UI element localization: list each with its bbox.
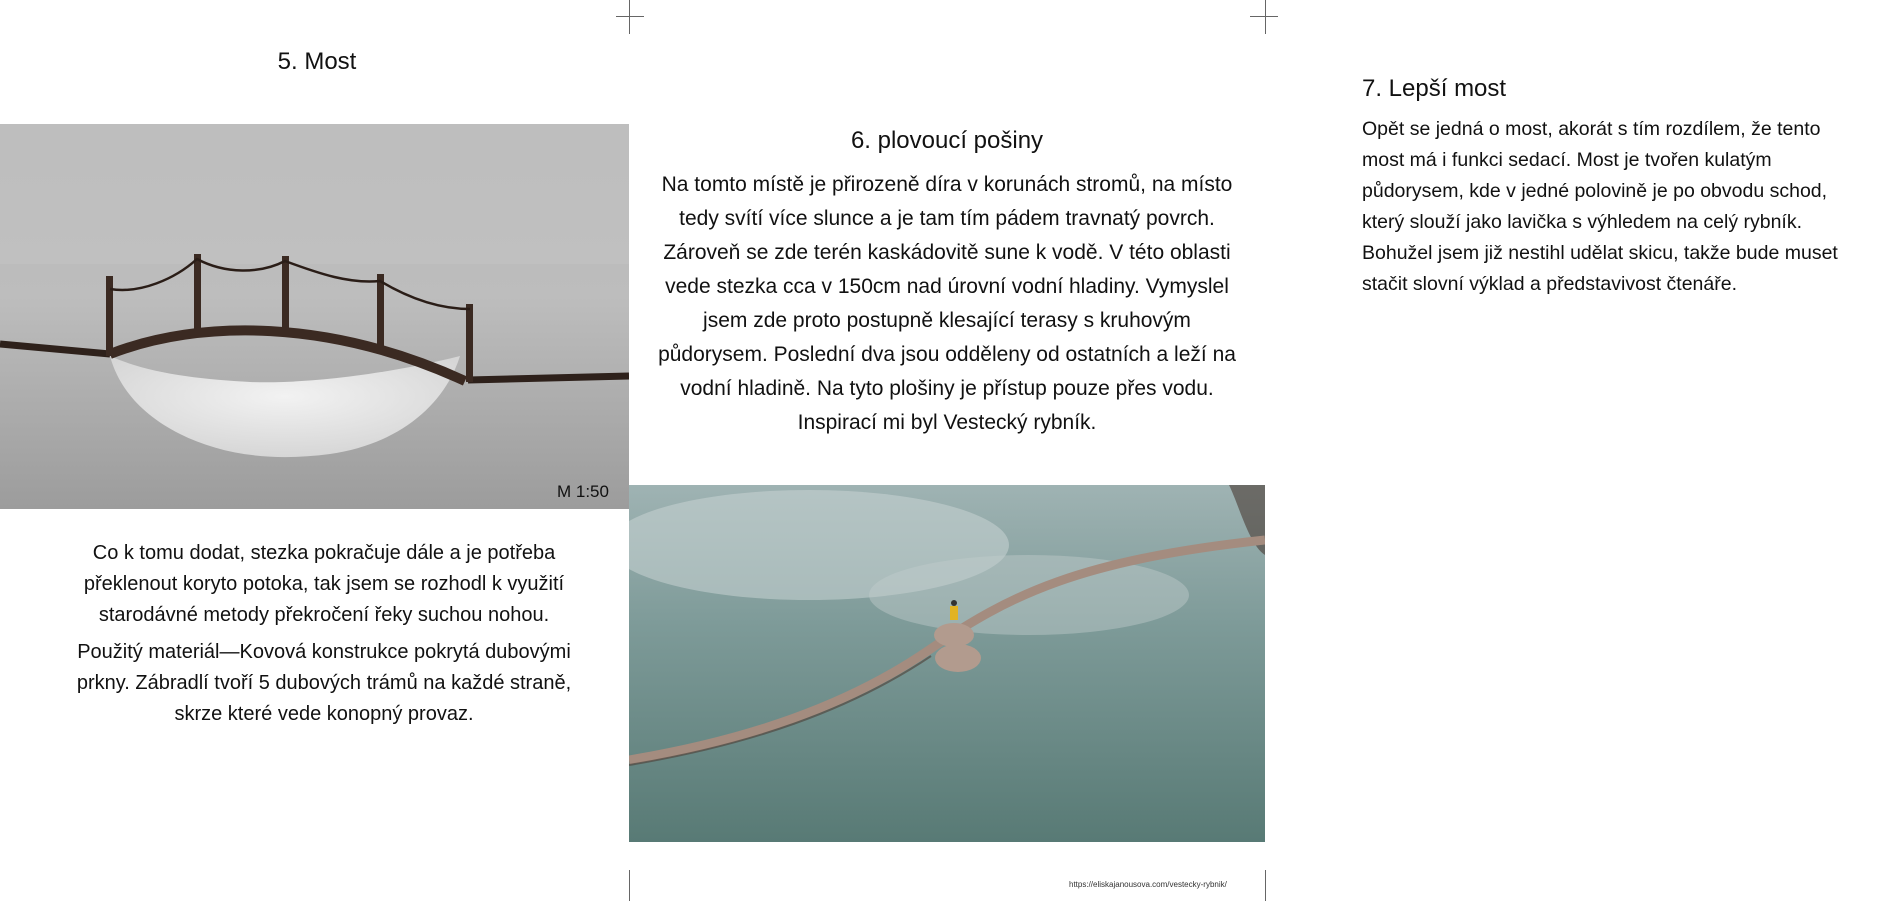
section-floating-platforms [629,0,1265,901]
section-title: 7. Lepší most [1362,75,1507,102]
section-most [0,0,629,901]
section-body [74,538,574,736]
source-url: https://eliskajanousova.com/vestecky-rybnik/ [1069,880,1227,889]
bridge-sketch-image [0,124,629,509]
section-better-bridge [1265,0,1900,901]
section-body [1362,114,1862,306]
section-title: 5. Most [277,48,357,75]
section-title: 6. plovoucí pošiny [850,127,1044,154]
scale-label: M 1:50 [557,482,609,501]
section-body [647,168,1247,446]
paragraph: Na tomto místě je přirozeně díra v korunách stromů, na místo tedy svítí více slunce a je tam tím pádem travnatý povrch. Zároveň se zde terén kaskádovitě sune k vodě. V této oblasti vede stezka cca v 150cm nad úrovní vodní hladiny. Vymyslel jsem zde proto postupně klesající terasy s kruhovým půdorysem. Poslední dva jsou odděleny od ostatních a leží na vodní hladině. Na tyto plošiny je přístup pouze přes vodu. Inspirací mi byl Vestecký rybník. [658,173,1236,434]
pond-photo-image [629,485,1265,842]
paragraph: Co k tomu dodat, stezka pokračuje dále a je potřeba překlenout koryto potoka, tak jsem se rozhodl k využití starodávné metody překročení řeky suchou nohou. [83,542,565,626]
paragraph: Použitý materiál—Kovová konstrukce pokrytá dubovými prkny. Zábradlí tvoří 5 dubových trámů na každé straně, skrze které vede konopný provaz. [76,641,572,725]
paragraph: Opět se jedná o most, akorát s tím rozdílem, že tento most má i funkci sedací. Most je tvořen kulatým půdorysem, kde v jedné polovině je po obvodu schod, který slouží jako lavička s výhledem na celý rybník. Bohužel jsem již nestihl udělat skicu, takže bude muset stačit slovní výklad a představivost čtenáře. [1362,118,1838,295]
